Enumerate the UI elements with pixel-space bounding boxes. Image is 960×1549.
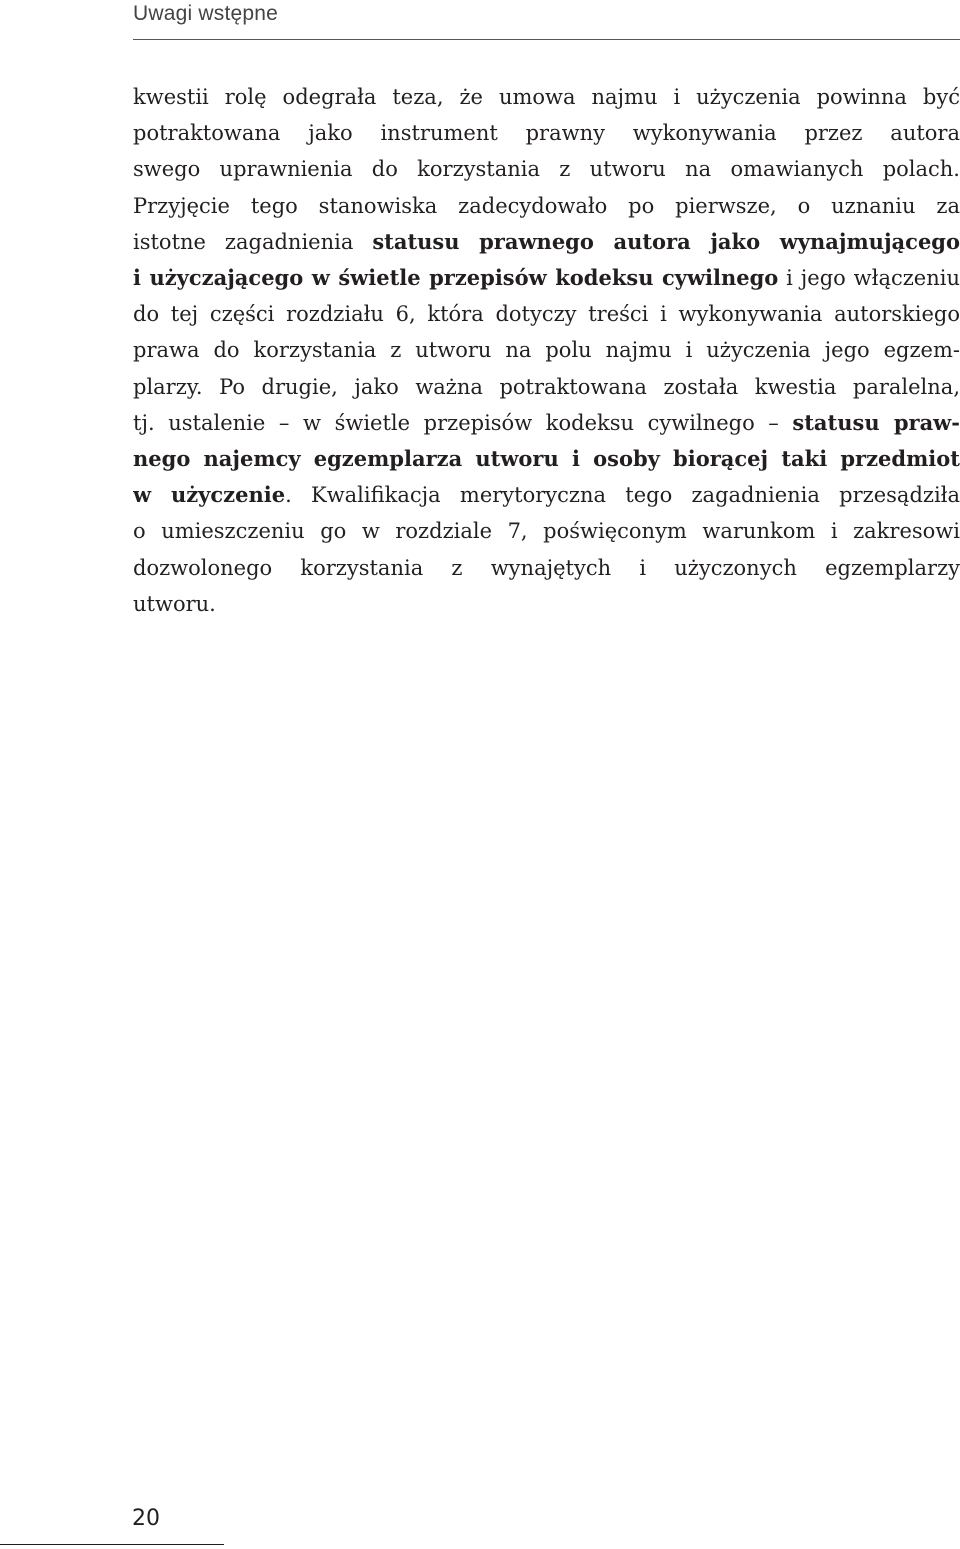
text-line — [133, 151, 960, 187]
bold-text-segment: w użyczenie — [133, 482, 286, 508]
text-segment: potraktowana jako instrument prawny wykonywania przez autora — [133, 121, 960, 146]
text-segment: Przyjęcie tego stanowiska zadecydowało po pierwsze, o uznaniu za — [133, 193, 960, 218]
running-header: Uwagi wstępne — [133, 2, 279, 25]
page-number: 20 — [132, 1506, 160, 1531]
text-line — [133, 79, 960, 115]
text-segment: dozwolonego korzystania z wynajętych i użyczonych egzemplarzy — [133, 555, 960, 580]
text-line — [133, 513, 960, 549]
text-segment: i jego włączeniu — [778, 266, 960, 291]
text-line — [133, 369, 960, 405]
text-segment: prawa do korzystania z utworu na polu najmu i użyczenia jego egzem- — [133, 338, 960, 363]
bold-text-segment: nego najemcy egzemplarza utworu i osoby biorącej taki przedmiot — [133, 446, 960, 472]
text-line — [133, 224, 960, 260]
text-line — [133, 188, 960, 224]
text-line — [133, 115, 960, 151]
text-segment: swego uprawnienia do korzystania z utworu na omawianych polach. — [133, 157, 960, 182]
bold-text-segment: statusu praw- — [792, 409, 960, 435]
text-line — [133, 332, 960, 368]
text-segment: . Kwalifikacja merytoryczna tego zagadnienia przesądziła — [285, 483, 960, 508]
header-rule — [133, 39, 960, 40]
text-line — [133, 260, 960, 296]
text-line — [133, 296, 960, 332]
bold-text-segment: statusu prawnego autora jako wynajmującego — [372, 228, 960, 254]
text-line — [133, 441, 960, 477]
text-segment: o umieszczeniu go w rozdziale 7, poświęconym warunkom i zakresowi — [133, 519, 960, 544]
text-line — [133, 405, 960, 441]
text-segment: utworu. — [133, 591, 216, 616]
bold-text-segment: i użyczającego w świetle przepisów kodeksu cywilnego — [133, 265, 779, 291]
text-line — [133, 477, 960, 513]
text-line — [133, 586, 960, 622]
body-paragraph — [133, 79, 960, 622]
text-segment: kwestii rolę odegrała teza, że umowa najmu i użyczenia powinna być — [133, 85, 960, 109]
text-segment: do tej części rozdziału 6, która dotyczy treści i wykonywania autorskiego — [133, 302, 960, 327]
text-line — [133, 550, 960, 586]
text-segment: tj. ustalenie – w świetle przepisów kodeksu cywilnego – — [133, 410, 793, 435]
footer-rule — [0, 1544, 224, 1545]
text-segment: istotne zagadnienia — [133, 229, 373, 254]
text-segment: plarzy. Po drugie, jako ważna potraktowana została kwestia paralelna, — [133, 374, 960, 399]
